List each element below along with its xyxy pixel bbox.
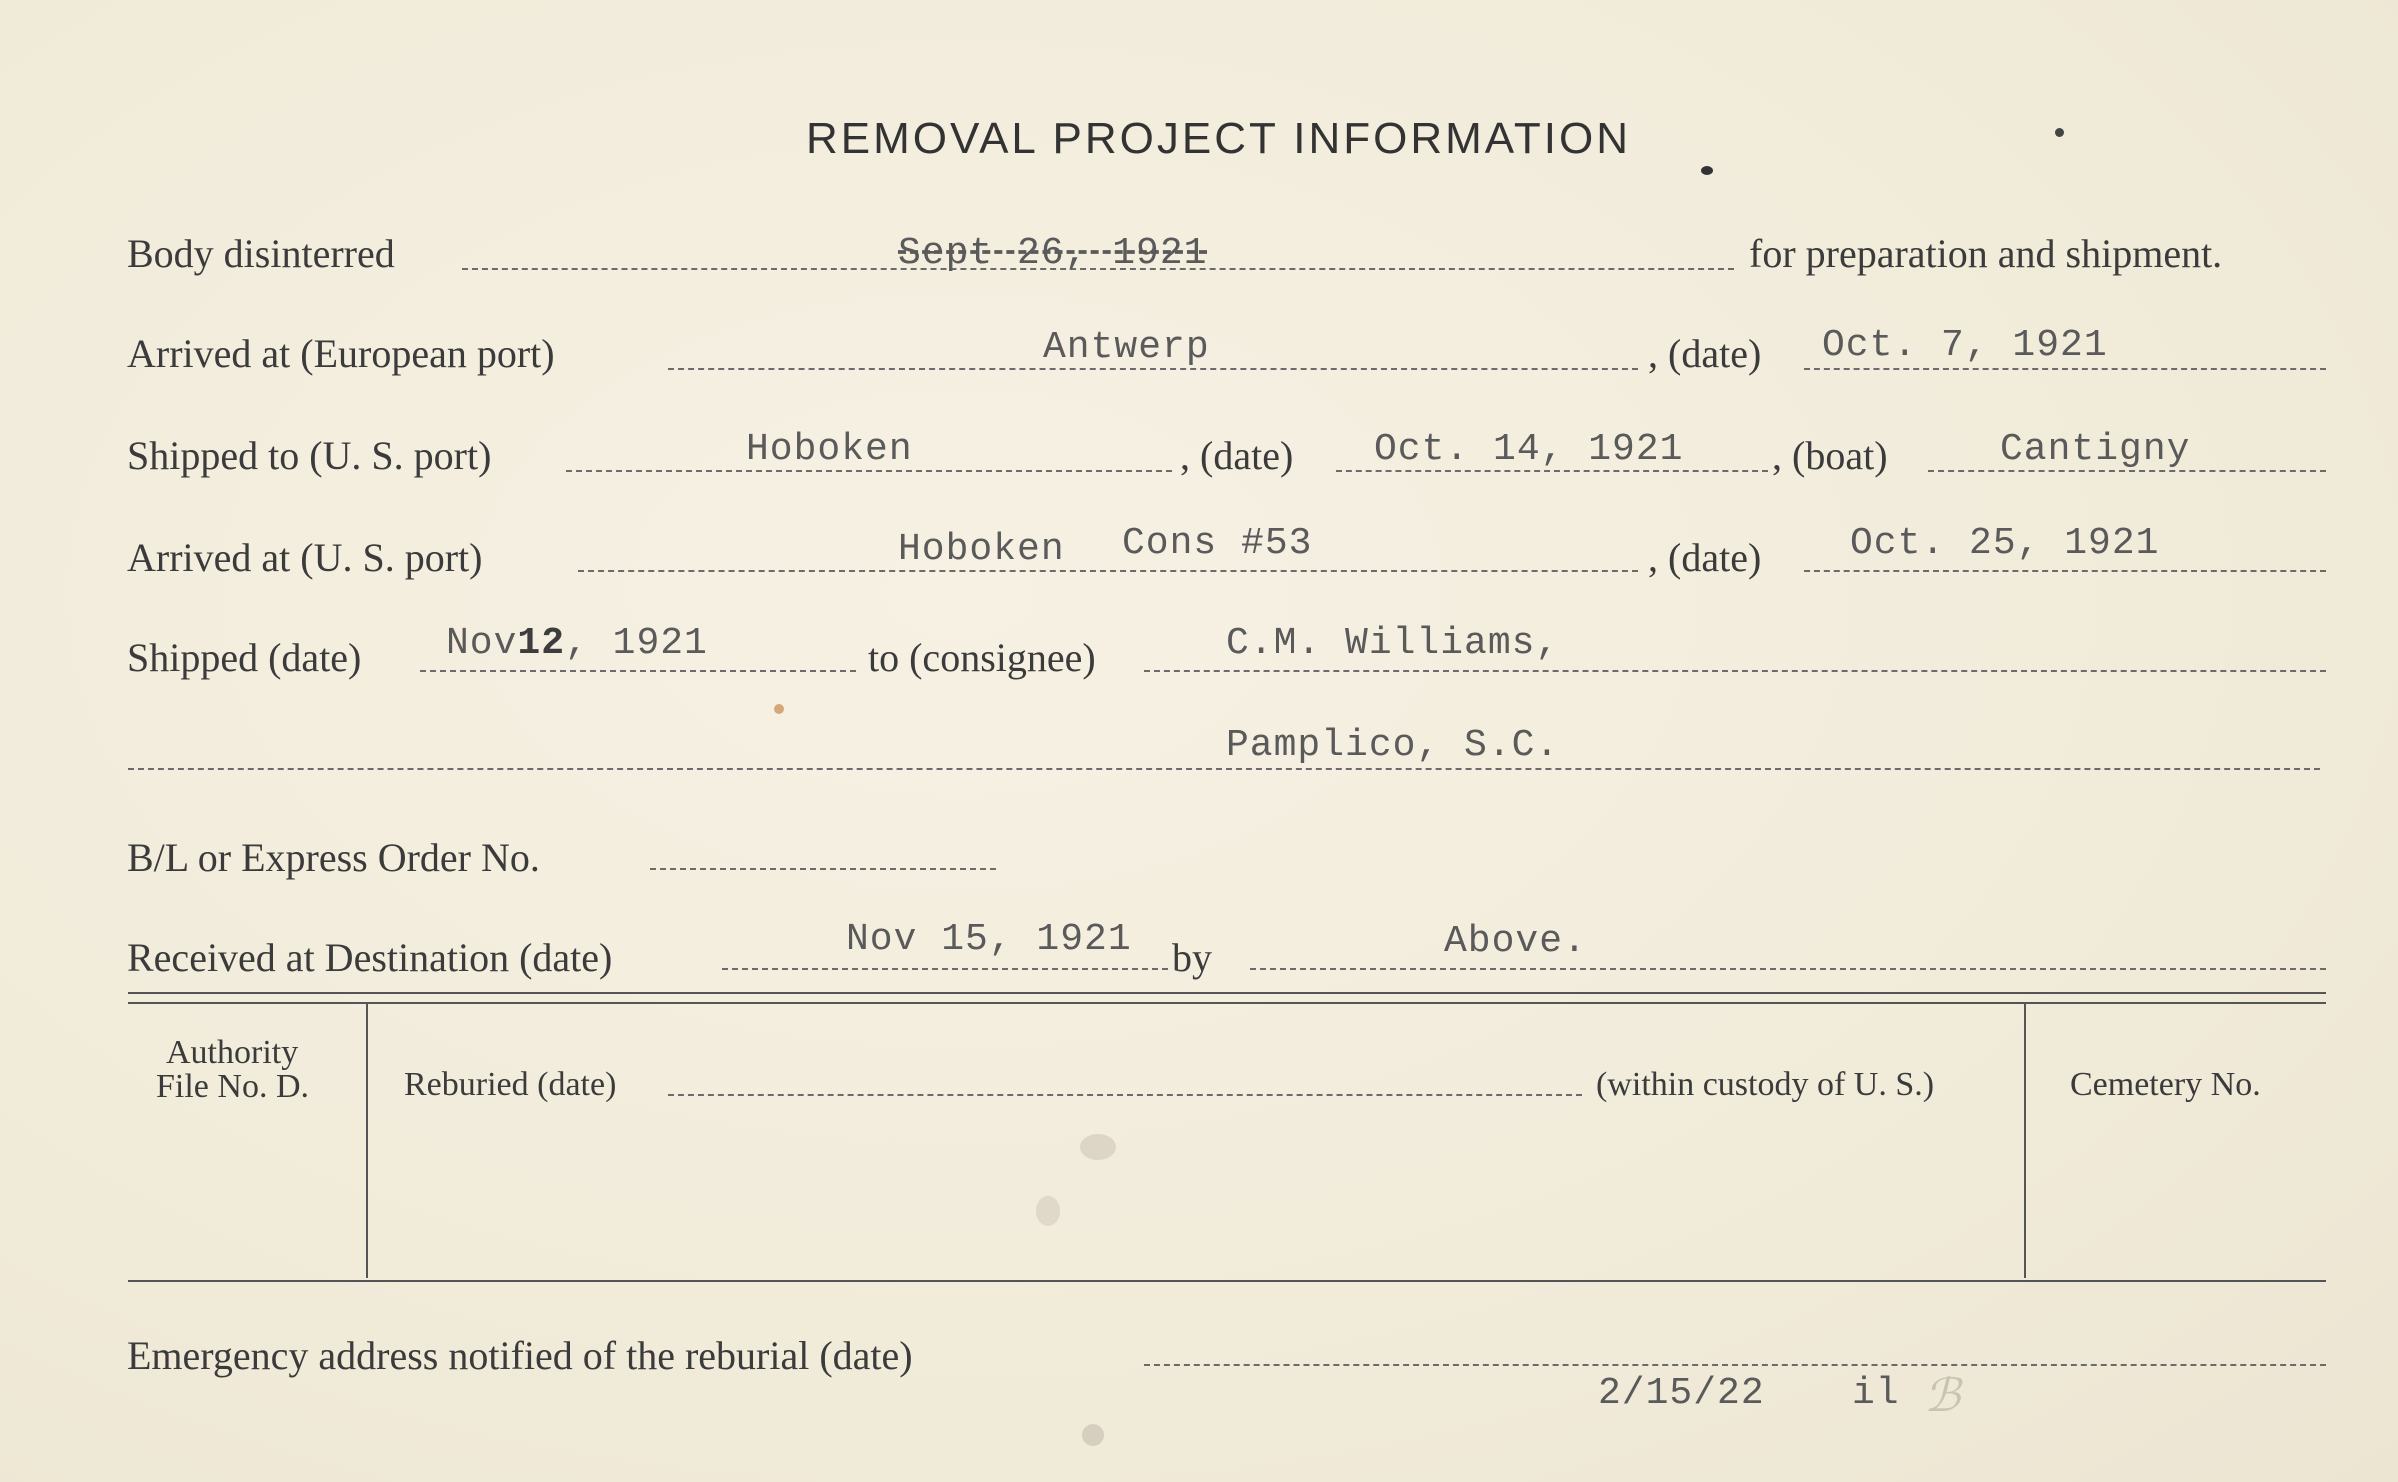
received-label: Received at Destination (date) [127, 935, 613, 980]
received-date-line [722, 968, 1168, 970]
emergency-label: Emergency address notified of the reburial (date) [127, 1333, 913, 1378]
reburied-suffix: (within custody of U. S.) [1596, 1066, 1935, 1103]
emergency-date: 2/15/22 [1598, 1372, 1765, 1415]
arrived-us-port-label: Arrived at (U. S. port) [127, 535, 483, 580]
reburied-line [668, 1094, 1582, 1096]
shipped-us-port-boat: Cantigny [2000, 428, 2191, 471]
body-disinterred-suffix: for preparation and shipment. [1749, 231, 2223, 276]
smudge [1036, 1196, 1060, 1226]
shipped-us-port-boat-label: , (boat) [1772, 433, 1888, 478]
received-date: Nov 15, 1921 [846, 918, 1132, 961]
reburied-label: Reburied (date) [404, 1066, 617, 1103]
shipped-date-label: Shipped (date) [127, 635, 362, 680]
arrived-us-port-cons: Cons #53 [1122, 522, 1313, 565]
shipped-date-day: 12 [517, 622, 566, 665]
authority-line1: Authority [166, 1034, 299, 1071]
divider-top-2 [128, 1002, 2326, 1004]
received-by-line [1250, 968, 2326, 970]
arrived-us-port-value: Hoboken [898, 528, 1065, 571]
divider-top [128, 992, 2326, 994]
consignee-label: to (consignee) [868, 635, 1096, 680]
received-by: Above. [1444, 920, 1587, 963]
divider-bottom [128, 1280, 2326, 1282]
emergency-initials: il [1852, 1372, 1900, 1415]
form-title: REMOVAL PROJECT INFORMATION [806, 114, 1631, 163]
arrived-european-port: Antwerp [1043, 326, 1210, 369]
bl-order-line [650, 868, 996, 870]
emergency-line [1144, 1364, 2326, 1366]
shipped-date-value [446, 622, 708, 665]
shipped-us-port-date: Oct. 14, 1921 [1374, 428, 1684, 471]
shipped-us-port-date-label: , (date) [1180, 433, 1294, 478]
body-disinterred-label: Body disinterred [127, 231, 395, 276]
consignee-line [1144, 670, 2326, 672]
stain-spot [774, 704, 784, 714]
smudge [1080, 1134, 1116, 1160]
shipped-date-month: Nov [446, 622, 518, 665]
cemetery-label: Cemetery No. [2070, 1066, 2261, 1103]
arrived-european-date-label: , (date) [1648, 331, 1762, 376]
body-disinterred-value: Sept 26, 1921 [898, 232, 1208, 275]
arrived-us-port-line [578, 570, 1638, 572]
box-divider-left [366, 1004, 368, 1278]
arrived-us-port-date-line [1804, 570, 2326, 572]
arrived-us-port-date-label: , (date) [1648, 535, 1762, 580]
shipped-us-port-value: Hoboken [746, 428, 913, 471]
ink-dot [2055, 128, 2064, 137]
handwritten-mark: ℬ [1924, 1368, 1961, 1422]
shipped-date-line [420, 670, 856, 672]
consignee-address: Pamplico, S.C. [1226, 724, 1560, 767]
smudge [1082, 1424, 1104, 1446]
bl-order-label: B/L or Express Order No. [127, 835, 540, 880]
arrived-european-date-line [1804, 368, 2326, 370]
shipped-us-port-label: Shipped to (U. S. port) [127, 433, 492, 478]
arrived-european-label: Arrived at (European port) [127, 331, 555, 376]
authority-line2: File No. D. [156, 1068, 309, 1105]
arrived-us-port-date: Oct. 25, 1921 [1850, 522, 2160, 565]
consignee-address-line [128, 768, 2320, 770]
box-divider-right [2024, 1004, 2026, 1278]
arrived-european-date: Oct. 7, 1921 [1822, 324, 2108, 367]
shipped-date-year: , 1921 [565, 622, 708, 665]
consignee-name: C.M. Williams, [1226, 622, 1560, 665]
ink-dot [1701, 166, 1713, 175]
received-by-label: by [1172, 935, 1212, 980]
